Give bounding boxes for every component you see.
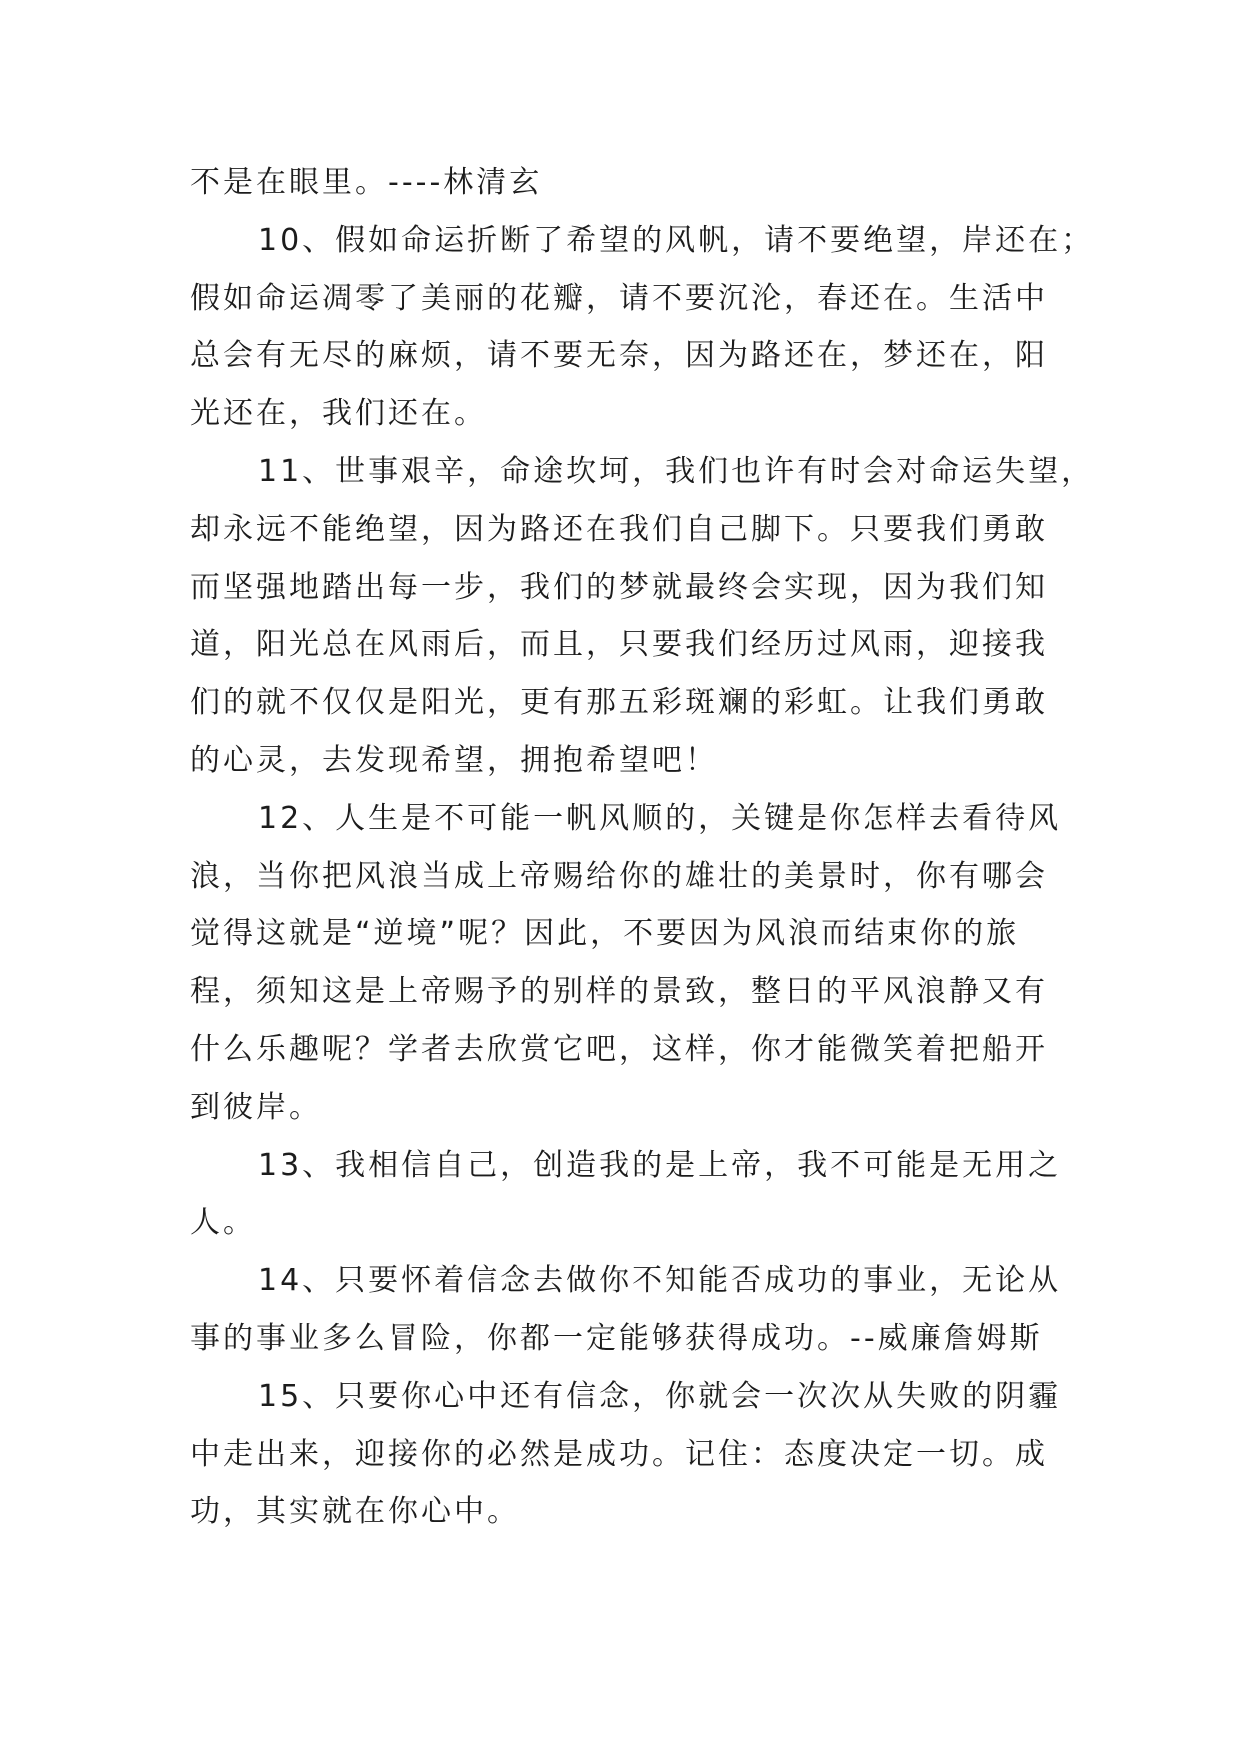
paragraph-line: 道，阳光总在风雨后，而且，只要我们经历过风雨，迎接我 — [190, 627, 1048, 663]
paragraph-line: 中走出来，迎接你的必然是成功。记住：态度决定一切。成 — [190, 1436, 1048, 1472]
paragraph-line: 12、人生是不可能一帆风顺的，关键是你怎样去看待风 — [258, 800, 1062, 836]
paragraph-line: 11、世事艰辛，命途坎坷，我们也许有时会对命运失望， — [258, 453, 1095, 489]
paragraph-line: 到彼岸。 — [190, 1089, 322, 1125]
paragraph-line: 的心灵，去发现希望，拥抱希望吧！ — [190, 742, 718, 778]
paragraph-line: 14、只要怀着信念去做你不知能否成功的事业，无论从 — [258, 1263, 1062, 1299]
paragraph-12 — [190, 790, 1090, 1137]
paragraph-line: 浪，当你把风浪当成上帝赐给你的雄壮的美景时，你有哪会 — [190, 858, 1048, 894]
paragraph-line: 假如命运凋零了美丽的花瓣，请不要沉沦，春还在。生活中 — [190, 280, 1048, 316]
paragraph-line: 15、只要你心中还有信念，你就会一次次从失败的阴霾 — [258, 1378, 1062, 1414]
paragraph-11 — [190, 443, 1095, 790]
paragraph-line: 程，须知这是上帝赐予的别样的景致，整日的平风浪静又有 — [190, 974, 1048, 1010]
paragraph-10 — [190, 212, 1095, 443]
paragraph-line: 们的就不仅仅是阳光，更有那五彩斑斓的彩虹。让我们勇敢 — [190, 685, 1048, 721]
paragraph-line: 10、假如命运折断了希望的风帆，请不要绝望，岸还在； — [258, 222, 1095, 258]
paragraph-line: 而坚强地踏出每一步，我们的梦就最终会实现，因为我们知 — [190, 569, 1048, 605]
paragraph-line: 13、我相信自己，创造我的是上帝，我不可能是无用之 — [258, 1147, 1062, 1183]
paragraph-line: 不是在眼里。----林清玄 — [190, 165, 543, 200]
paragraph-line: 觉得这就是“逆境”呢？因此，不要因为风浪而结束你的旅 — [190, 916, 1020, 952]
paragraph-quote-end — [190, 154, 1090, 212]
paragraph-line: 事的事业多么冒险，你都一定能够获得成功。--威廉詹姆斯 — [190, 1320, 1043, 1356]
paragraph-line: 光还在，我们还在。 — [190, 396, 487, 432]
paragraph-line: 什么乐趣呢？学者去欣赏它吧，这样，你才能微笑着把船开 — [190, 1031, 1048, 1067]
paragraph-15 — [190, 1368, 1090, 1541]
document-body — [190, 154, 1095, 1541]
paragraph-14 — [190, 1252, 1090, 1368]
paragraph-line: 人。 — [190, 1205, 256, 1241]
paragraph-line: 却永远不能绝望，因为路还在我们自己脚下。只要我们勇敢 — [190, 511, 1048, 547]
paragraph-13 — [190, 1137, 1090, 1253]
paragraph-line: 总会有无尽的麻烦，请不要无奈，因为路还在，梦还在，阳 — [190, 338, 1048, 374]
paragraph-line: 功，其实就在你心中。 — [190, 1494, 520, 1530]
